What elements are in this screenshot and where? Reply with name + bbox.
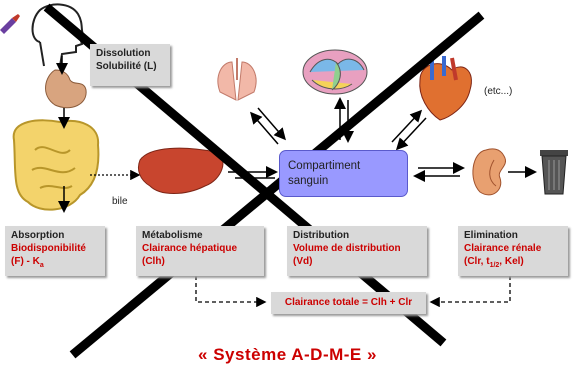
trash-bin-icon (540, 150, 568, 194)
metabolism-box (136, 226, 264, 276)
etc-label: (etc...) (484, 86, 513, 97)
intestines-icon (14, 120, 99, 209)
blood-compartment-box (279, 150, 408, 197)
distribution-title: Distribution (293, 230, 350, 241)
arrows-compartment-heart (392, 112, 426, 148)
pen-icon (0, 14, 20, 34)
dissolution-box (90, 44, 170, 86)
elimination-line1: Clairance rénale (464, 243, 542, 254)
liver-icon (138, 148, 222, 193)
distribution-line2: (Vd) (293, 256, 313, 267)
metabolism-line1: Clairance hépatique (142, 243, 238, 254)
distribution-line1: Volume de distribution (293, 243, 401, 254)
distribution-box (287, 226, 427, 276)
absorption-line2: $(F) - K_a$ (11, 256, 44, 269)
total-clearance-box: Clairance totale = Clh + Clr (271, 292, 426, 314)
elimination-title: Elimination (464, 230, 518, 241)
arrows-compartment-lungs (252, 108, 284, 144)
bile-label: bile (112, 196, 128, 207)
stomach-icon (46, 70, 87, 108)
absorption-box (5, 226, 105, 276)
elimination-line2: (Clr, $t_{1/2}$, Kel) (464, 256, 524, 269)
absorption-title: Absorption (11, 230, 65, 241)
brain-icon (303, 50, 367, 94)
compartment-line2: sanguin (288, 175, 329, 187)
dissolution-title: Dissolution (96, 48, 151, 59)
solubility-label: Solubilité (L) (96, 61, 157, 72)
absorption-line1: Biodisponibilité (11, 243, 86, 254)
metabolism-line2: (Clh) (142, 256, 165, 267)
lungs-icon (218, 58, 256, 100)
arrows-compartment-kidney (416, 168, 462, 176)
kidney-icon (473, 149, 506, 195)
compartment-line1: Compartiment (288, 160, 361, 172)
elimination-box (458, 226, 568, 276)
metabolism-title: Métabolisme (142, 230, 203, 241)
adme-system-title: « Système A-D-M-E » (198, 345, 377, 364)
